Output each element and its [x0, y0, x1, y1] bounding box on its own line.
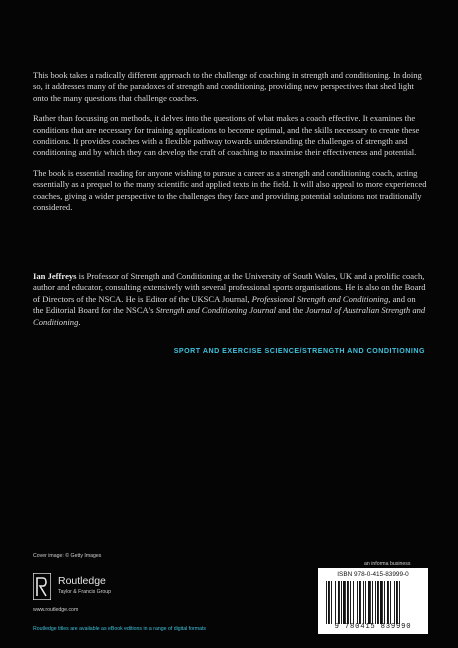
informa-tagline: an informa business [364, 561, 411, 567]
ebook-note: Routledge titles are available as eBook editions in a range of digital formats [33, 626, 207, 632]
routledge-logo-icon [33, 573, 51, 600]
author-bio-text-1: is Professor of Strength and Conditioning at the University of South Wales, UK and a prolific coach, author and educator, consulting extensively with several professional sports organisations. He is also on the Board of Directors of the NSCA. He is Editor of the UKSCA Journal, [33, 271, 426, 304]
journal-title-1: Professional Strength and Conditioning [251, 293, 389, 304]
cover-credit: Cover image: © Getty Images [33, 553, 102, 559]
blurb-paragraph-1: This book takes a radically different approach to the challenge of coaching in strength and conditioning. In doing so, it addresses many of the paradoxes of strength and conditioning, providing new perspectives that shed light onto the many questions that challenge coaches. [33, 70, 422, 103]
isbn-number: ISBN 978-0-415-83999-0 [337, 571, 409, 578]
subject-line: SPORT AND EXERCISE SCIENCE/STRENGTH AND CONDITIONING [173, 347, 425, 355]
author-bio-text-2: , and on the Editorial Board for the NSCA's [33, 293, 416, 316]
author-bio-text-3: and the [276, 305, 306, 316]
publisher-group: Taylor & Francis Group [58, 589, 112, 595]
blurb [33, 70, 428, 222]
publisher-name: Routledge [58, 575, 106, 587]
author-name: Ian Jeffreys [33, 271, 77, 281]
blurb-paragraph-3: The book is essential reading for anyone wishing to pursue a career as a strength and conditioning coach, acting essentially as a prequel to the many scientific and applied texts in the field. It will also appeal to more experienced coaches, giving a wider perspective to the challenges they face and providing potential solutions not traditionally considered. [33, 167, 427, 213]
isbn-barcode [318, 568, 428, 634]
barcode-digits: 9 780415 839990 [334, 623, 412, 631]
author-bio [33, 271, 428, 337]
routledge-logo [33, 573, 153, 605]
author-bio-text-4: . [78, 316, 81, 327]
blurb-paragraph-2: Rather than focussing on methods, it delves into the questions of what makes a coach effective. It examines the conditions that are necessary for training applications to become optimal, and the skills necessary to create these conditions. It provides coaches with a flexible pathway towards understanding the challenges of strength and conditioning and by which they can develop the craft of coaching to maximise their effectiveness and potential. [33, 113, 420, 158]
publisher-website[interactable]: www.routledge.com [33, 607, 79, 613]
barcode-bars [326, 581, 422, 624]
journal-title-2: Strength and Conditioning Journal [155, 305, 277, 316]
journal-title-3: Journal of Australian Strength and Conditioning [33, 305, 426, 327]
